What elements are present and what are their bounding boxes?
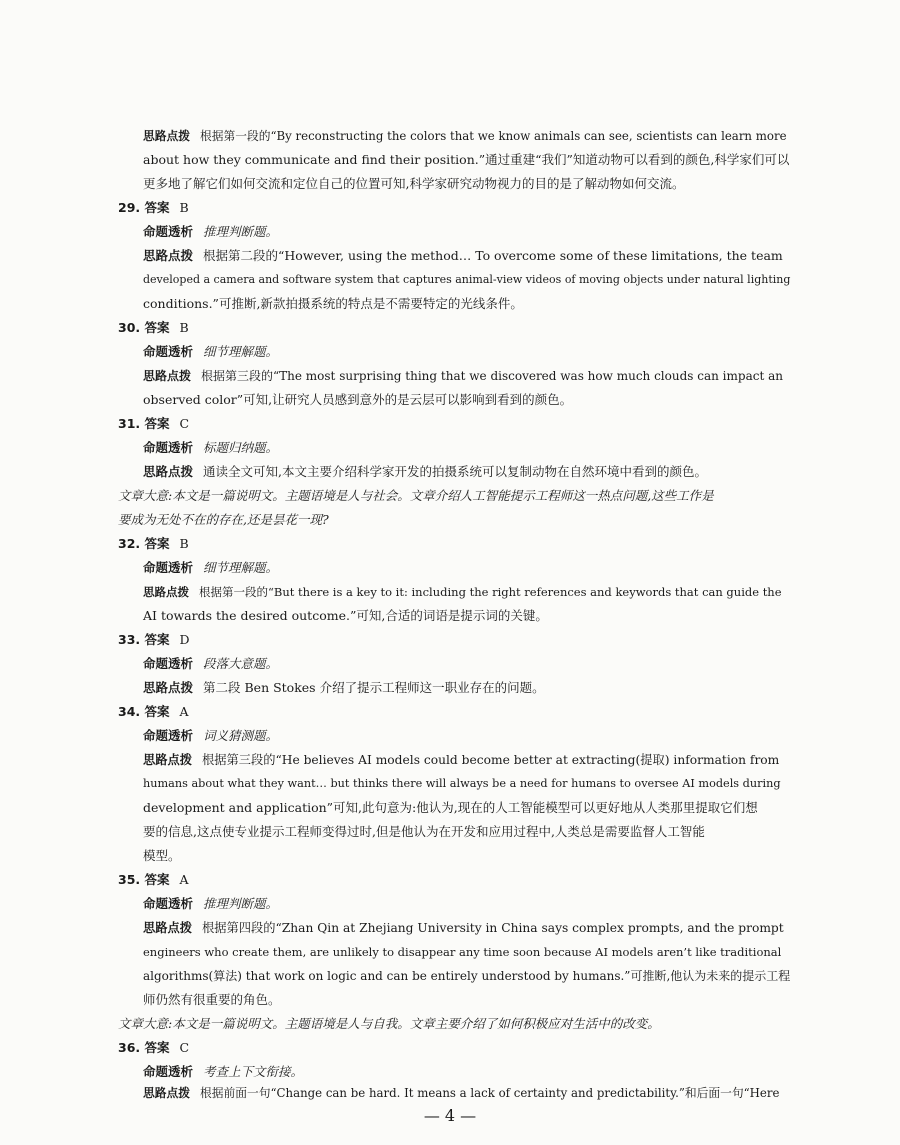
q28-tip-line-3: 更多地了解它们如何交流和定位自己的位置可知,科学家研究动物视力的目的是了解动物如何交流。: [143, 176, 685, 191]
q30-answer: B: [179, 320, 189, 335]
q30-tip-line-2: observed color”可知,让研究人员感到意外的是云层可以影响到看到的颜色。: [143, 392, 573, 407]
q34-tip-line-3: development and application”可知,此句意为:他认为,现在的人工智能模型可以更好地从人类那里提取它们想: [143, 800, 758, 815]
q36-heading: 36. 答案 C: [118, 1040, 190, 1055]
q35-tip-line-1: 思路点拨 根据第四段的“Zhan Qin at Zhejiang University in China says complex prompts, and the prompt: [143, 921, 784, 935]
q34-type: 命题透析 词义猜测题。: [143, 728, 279, 743]
q36-tip-line-1: 思路点拨 根据前面一句“Change can be hard. It means a lack of certainty and predictability.”和后面一句“Here: [143, 1086, 780, 1100]
q29-answer: B: [179, 200, 189, 215]
q35-type: 命题透析 推理判断题。: [143, 896, 279, 911]
q33-heading: 33. 答案 D: [118, 632, 190, 647]
q35-tip-line-3: algorithms(算法) that work on logic and can be entirely understood by humans.”可推断,他认为未来的提示工程: [143, 969, 791, 983]
q34-tip-line-4: 要的信息,这点使专业提示工程师变得过时,但是他认为在开发和应用过程中,人类总是需要监督人工智能: [143, 824, 705, 839]
q29-heading: 29. 答案 B: [118, 200, 189, 215]
q32-tip-line-2: AI towards the desired outcome.”可知,合适的词语是提示词的关键。: [143, 608, 548, 623]
q34-tip-line-5: 模型。: [143, 848, 181, 863]
q31-type: 命题透析 标题归纳题。: [143, 440, 279, 455]
q30-type: 命题透析 细节理解题。: [143, 344, 279, 359]
passage-c-summary-line-2: 要成为无处不在的存在,还是昙花一现?: [118, 512, 329, 527]
q35-answer: A: [179, 872, 189, 887]
q32-heading: 32. 答案 B: [118, 536, 189, 551]
q29-type: 命题透析 推理判断题。: [143, 224, 279, 239]
q36-type: 命题透析 考查上下文衔接。: [143, 1064, 304, 1079]
tip-label: 思路点拨: [143, 129, 190, 143]
q32-answer: B: [179, 536, 189, 551]
passage-c-summary-line-1: 文章大意:本文是一篇说明文。主题语境是人与社会。文章介绍人工智能提示工程师这一热点问题,这些工作是: [118, 488, 714, 503]
q30-tip-line-1: 思路点拨 根据第三段的“The most surprising thing that we discovered was how much clouds can impact an: [143, 369, 783, 383]
q36-answer: C: [179, 1040, 190, 1055]
q32-type: 命题透析 细节理解题。: [143, 560, 279, 575]
page-number: — 4 —: [423, 1106, 477, 1125]
q28-tip-line-1: 思路点拨 根据第一段的“By reconstructing the colors that we know animals can see, scientists can learn more: [143, 129, 787, 143]
q33-answer: D: [179, 632, 190, 647]
q33-type: 命题透析 段落大意题。: [143, 656, 279, 671]
q31-answer: C: [179, 416, 190, 431]
passage-d-summary-line-1: 文章大意:本文是一篇说明文。主题语境是人与自我。文章主要介绍了如何积极应对生活中的改变。: [118, 1016, 660, 1031]
q31-heading: 31. 答案 C: [118, 416, 190, 431]
q34-tip-line-2: humans about what they want… but thinks there will always be a need for humans to oversee AI models during: [143, 777, 781, 790]
q34-heading: 34. 答案 A: [118, 704, 189, 719]
q35-tip-line-4: 师仍然有很重要的角色。: [143, 992, 281, 1007]
q32-tip-line-1: 思路点拨 根据第一段的“But there is a key to it: including the right references and keywords that can guide the: [143, 585, 782, 599]
q34-tip-line-1: 思路点拨 根据第三段的“He believes AI models could become better at extracting(提取) information from: [143, 753, 780, 767]
q34-answer: A: [179, 704, 189, 719]
q29-tip-line-3: conditions.”可推断,新款拍摄系统的特点是不需要特定的光线条件。: [143, 296, 523, 311]
q30-heading: 30. 答案 B: [118, 320, 189, 335]
q35-tip-line-2: engineers who create them, are unlikely to disappear any time soon because AI models aren’t like traditional: [143, 945, 782, 959]
q31-tip-line-1: 思路点拨 通读全文可知,本文主要介绍科学家开发的拍摄系统可以复制动物在自然环境中看到的颜色。: [143, 464, 707, 479]
q29-tip-line-2: developed a camera and software system that captures animal-view videos of moving objects under natural lighting: [143, 273, 791, 286]
q33-tip-line-1: 思路点拨 第二段 Ben Stokes 介绍了提示工程师这一职业存在的问题。: [143, 680, 545, 695]
q29-tip-line-1: 思路点拨 根据第二段的“However, using the method… To overcome some of these limitations, the team: [143, 248, 783, 263]
q28-tip-line-2: about how they communicate and find their position.”通过重建“我们”知道动物可以看到的颜色,科学家们可以: [143, 152, 790, 167]
q35-heading: 35. 答案 A: [118, 872, 189, 887]
